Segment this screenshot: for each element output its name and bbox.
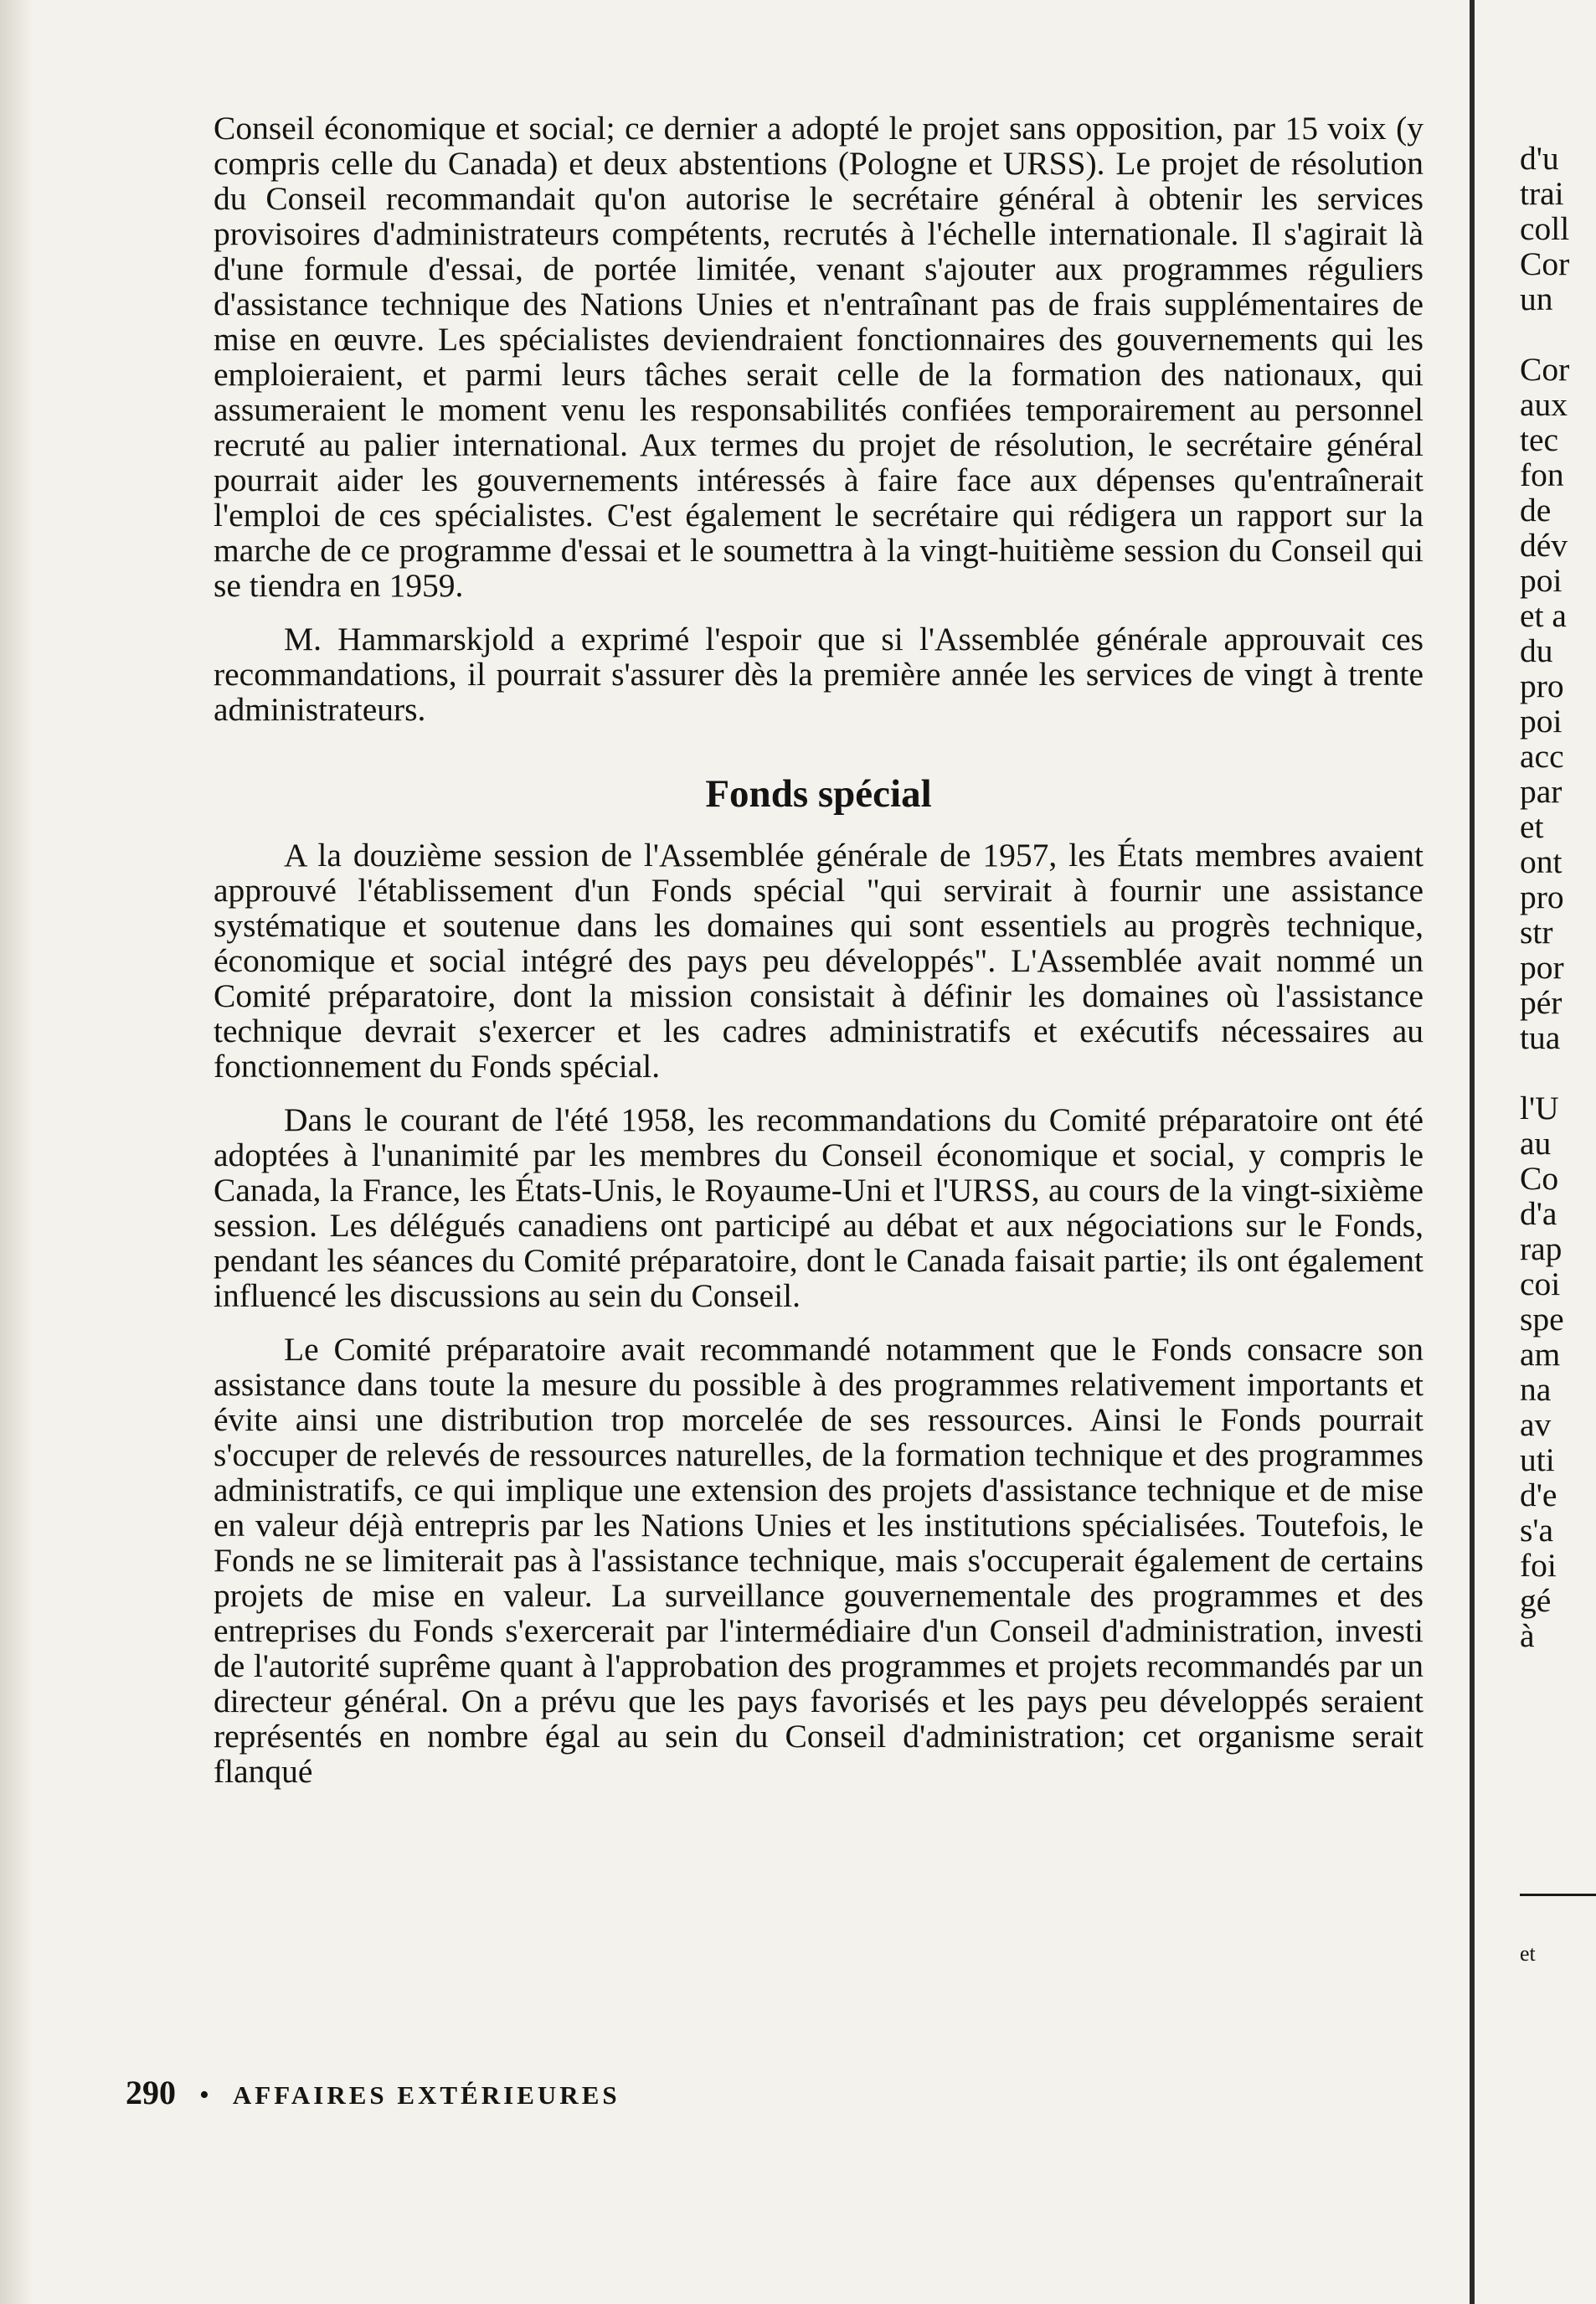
page-gutter-divider (1470, 0, 1475, 2304)
page-number: 290 (126, 2074, 176, 2111)
adjacent-line-fragment: s'a (1520, 1512, 1554, 1549)
adjacent-line-fragment: gé (1520, 1582, 1552, 1619)
adjacent-line-fragment: tua (1520, 1019, 1561, 1056)
adjacent-line-fragment: coi (1520, 1265, 1561, 1302)
adjacent-line-fragment: Cor (1520, 245, 1570, 282)
adjacent-line-fragment: spe (1520, 1301, 1564, 1338)
adjacent-line-fragment (1520, 1055, 1596, 1090)
adjacent-line-fragment: et (1520, 808, 1544, 845)
section-heading-fonds-special: Fonds spécial (705, 772, 932, 816)
adjacent-line-fragment: trai (1520, 175, 1564, 212)
adjacent-line-fragment: au (1520, 1125, 1552, 1162)
adjacent-line-fragment: et a (1520, 597, 1567, 634)
adjacent-line-fragment: am (1520, 1336, 1561, 1373)
adjacent-line-fragment: coll (1520, 210, 1570, 247)
adjacent-line-fragment: aux (1520, 386, 1568, 423)
adjacent-line-fragment: str (1520, 914, 1553, 951)
adjacent-line-fragment: d'a (1520, 1195, 1557, 1232)
adjacent-line-fragment: uti (1520, 1441, 1555, 1478)
adjacent-line-fragment: foi (1520, 1547, 1557, 1584)
adjacent-footnote-rule (1520, 1894, 1596, 1896)
main-text-column (214, 111, 1424, 1807)
adjacent-line-fragment: pér (1520, 984, 1563, 1021)
adjacent-line-fragment: Cor (1520, 351, 1570, 388)
adjacent-line-fragment: rap (1520, 1230, 1563, 1267)
adjacent-line-fragment (1520, 317, 1596, 352)
adjacent-line-fragment: un (1520, 281, 1553, 317)
adjacent-footnote: et (1520, 1941, 1536, 1966)
footer-bullet: • (199, 2080, 209, 2111)
adjacent-line-fragment: de (1520, 492, 1552, 528)
adjacent-line-fragment: fon (1520, 456, 1564, 493)
adjacent-line-fragment: d'u (1520, 141, 1559, 177)
adjacent-line-fragment: pro (1520, 879, 1564, 915)
page-footer (126, 2073, 620, 2112)
adjacent-line-fragment: du (1520, 632, 1553, 669)
scan-shadow (0, 0, 33, 2304)
paragraph-comite-preparatoire: Le Comité préparatoire avait recommandé notamment que le Fonds consacre son assistance dans toute la mesure du possible à des programmes relativement importants et évite ainsi une distribution trop morcelée de ses ressources. Ainsi le Fonds pourrait s'occuper de relevés de ressources naturelles, de la formation technique et des programmes administratifs, ce qui implique une extension des projets d'assistance technique et de mise en valeur déjà entrepris par les Nations Unies et les institutions spécialisées. Toutefois, le Fonds ne se limiterait pas à l'assistance technique, mais s'occuperait également de certains projets de mise en valeur. La surveillance gouvernementale des programmes et des entreprises du Fonds s'exercerait par l'intermédiaire d'un Conseil d'administration, investi de l'autorité suprême quant à l'approbation des programmes et projets recommandés par un directeur général. On a prévu que les pays favorisés et les pays peu développés seraient représentés en nombre égal au sein du Conseil d'administration; cet organisme serait flanqué (214, 1331, 1424, 1790)
adjacent-line-fragment: dév (1520, 527, 1568, 564)
adjacent-line-fragment: l'U (1520, 1090, 1559, 1126)
adjacent-line-fragment: tec (1520, 421, 1559, 458)
paragraph-hammarskjold: M. Hammarskjold a exprimé l'espoir que si l'Assemblée générale approuvait ces recommandations, il pourrait s'assurer dès la première année les services de vingt à trente administrateurs. (214, 621, 1424, 728)
running-title: AFFAIRES EXTÉRIEURES (232, 2080, 620, 2110)
adjacent-line-fragment: ont (1520, 843, 1563, 880)
adjacent-line-fragment: par (1520, 773, 1563, 810)
adjacent-line-fragment: na (1520, 1371, 1552, 1408)
adjacent-line-fragment: poi (1520, 562, 1563, 599)
adjacent-page-column (1520, 141, 1596, 1653)
adjacent-line-fragment: av (1520, 1406, 1552, 1443)
adjacent-line-fragment: Co (1520, 1160, 1559, 1197)
paragraph-douzieme-session: A la douzième session de l'Assemblée générale de 1957, les États membres avaient approuvé l'établissement d'un Fonds spécial "qui servirait à fournir une assistance systématique et soutenue dans les domaines qui sont essentiels au progrès technique, économique et social intégré des pays peu développés". L'Assemblée avait nommé un Comité préparatoire, dont la mission consistait à définir les domaines où l'assistance technique devrait s'exercer et les cadres administratifs et exécutifs nécessaires au fonctionnement du Fonds spécial. (214, 837, 1424, 1085)
adjacent-line-fragment: pro (1520, 667, 1564, 704)
adjacent-line-fragment: acc (1520, 738, 1564, 775)
adjacent-line-fragment: poi (1520, 703, 1563, 740)
adjacent-line-fragment: por (1520, 949, 1564, 986)
paragraph-ete-1958: Dans le courant de l'été 1958, les recommandations du Comité préparatoire ont été adoptées à l'unanimité par les membres du Conseil économique et social, y compris le Canada, la France, les États-Unis, le Royaume-Uni et l'URSS, au cours de la vingt-sixième session. Les délégués canadiens ont participé au débat et aux négociations sur le Fonds, pendant les séances du Comité préparatoire, dont le Canada faisait partie; ils ont également influencé les discussions au sein du Conseil. (214, 1101, 1424, 1314)
paragraph-continuation: Conseil économique et social; ce dernier a adopté le projet sans opposition, par 15 voix (y compris celle du Canada) et deux abstentions (Pologne et URSS). Le projet de résolution du Conseil recommandait qu'on autorise le secrétaire général à obtenir les services provisoires d'administrateurs compétents, recrutés à l'échelle internationale. Il s'agirait là d'une formule d'essai, de portée limitée, venant s'ajouter aux programmes réguliers d'assistance technique des Nations Unies et n'entraînant pas de frais supplémentaires de mise en œuvre. Les spécialistes deviendraient fonctionnaires des gouvernements qui les emploieraient, et parmi leurs tâches serait celle de la formation des nationaux, qui assumeraient le moment venu les responsabilités confiées temporairement au personnel recruté au palier international. Aux termes du projet de résolution, le secrétaire général pourrait aider les gouvernements intéressés à faire face aux dépenses qu'entraînerait l'emploi de ces spécialistes. C'est également le secrétaire qui rédigera un rapport sur la marche de ce programme d'essai et le soumettra à la vingt-huitième session du Conseil qui se tiendra en 1959. (214, 110, 1424, 604)
adjacent-line-fragment: d'e (1520, 1477, 1557, 1513)
adjacent-line-fragment: à (1520, 1617, 1535, 1653)
